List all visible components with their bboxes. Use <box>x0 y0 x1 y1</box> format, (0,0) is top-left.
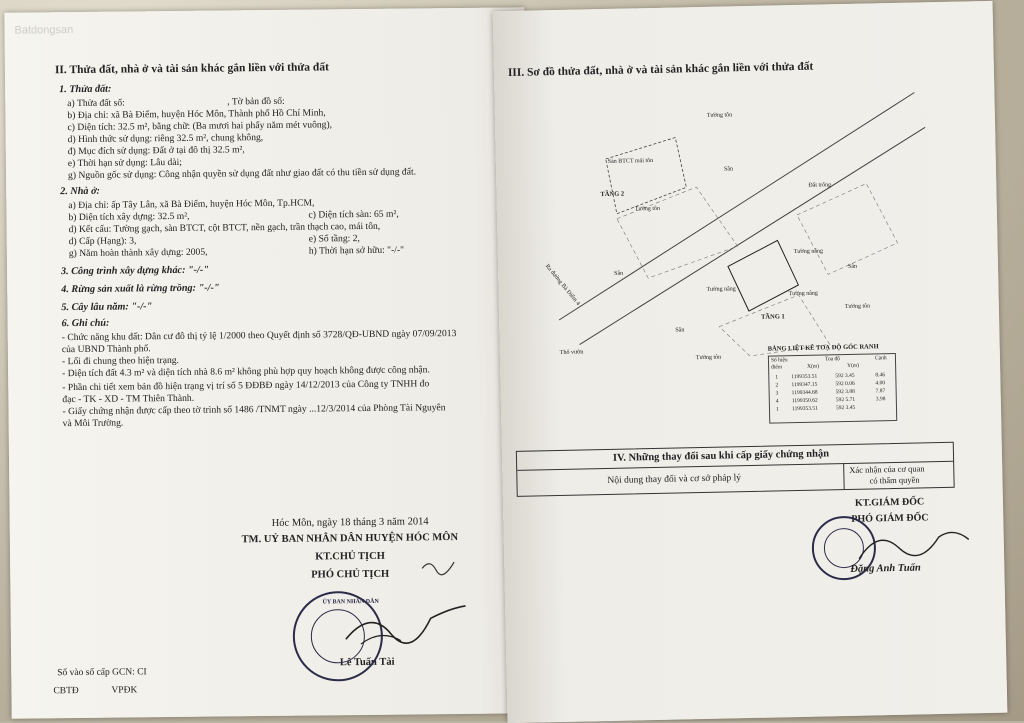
note-5: và Môi Trường. <box>62 417 124 430</box>
changes-col-content: Nội dung thay đổi và cơ sở pháp lý <box>607 473 742 487</box>
note-4b: đạc - TK - XD - TM Thiên Thành. <box>62 392 195 406</box>
land-term: e) Thời hạn sử dụng: Lâu dài; <box>67 156 182 170</box>
house-structure: d) Kết cấu: Tường gạch, sàn BTCT, cột BTCT, nền gạch, trần thạch cao, mái tôn, <box>68 220 381 236</box>
signing-org: TM. UỶ BAN NHÂN DÂN HUYỆN HÓC MÔN <box>241 532 459 546</box>
coord-table-title: BẢNG LIỆT KÊ TOẠ ĐỘ GÓC RANH <box>767 343 879 353</box>
lbl-san-4: Sân <box>675 327 685 334</box>
section-ii-title: II. Thửa đất, nhà ở và tài sản khác gắn liền với thửa đất <box>54 61 329 77</box>
coord-row: 4 1199350.62 592 5.71 3.98 <box>775 396 886 405</box>
lbl-tho-vuon: Thổ vườn <box>559 349 584 356</box>
signing-role: KT.CHỦ TỊCH <box>315 550 385 563</box>
kt-giam-doc: KT.GIÁM ĐỐC <box>854 496 925 509</box>
land-address: b) Địa chỉ: xã Bà Điểm, huyện Hóc Môn, Thành phố Hồ Chí Minh, <box>67 107 326 122</box>
land-plot: a) Thửa đất số: <box>67 97 125 110</box>
changes-col-confirm: Xác nhận của cơ quan <box>849 463 925 475</box>
land-plot-diagram <box>534 72 940 360</box>
note-4c: - Giấy chứng nhận được cấp theo tờ trình số 1486 /TNMT ngày ...12/3/2014 của Phòng Tài Nguyên <box>62 402 446 418</box>
heading-perennial: 5. Cây lâu năm: "-/-" <box>61 301 153 314</box>
left-page <box>4 7 531 718</box>
changes-table <box>516 442 955 497</box>
signing-title: PHÓ CHỦ TỊCH <box>311 568 390 581</box>
house-address: a) Địa chỉ: ấp Tây Lân, xã Bà Điểm, huyện Hóc Môn, Tp.HCM, <box>68 197 315 212</box>
pho-giam-doc: PHÓ GIÁM ĐỐC <box>851 512 929 525</box>
land-purpose: đ) Mục đích sử dụng: Đất ở tại đô thị 32.5 m², <box>67 144 245 158</box>
lbl-san-btct: Sàn BTCT mái tôn <box>607 157 654 165</box>
land-origin: g) Nguồn gốc sử dụng: Công nhận quyền sử dụng đất như giao đất có thu tiền sử dụng đất. <box>67 166 417 182</box>
watermark: Batdongsan <box>14 24 74 37</box>
heading-construction: 3. Công trình xây dựng khác: "-/-" <box>60 264 209 278</box>
signing-date: Hóc Môn, ngày 18 tháng 3 năm 2014 <box>271 516 429 529</box>
heading-forest: 4. Rừng sản xuất là rừng trồng: "-/-" <box>61 282 220 296</box>
lbl-tuong-ton-3: Tường tôn <box>844 303 871 311</box>
lbl-tuong-nang-1: Tường nâng <box>793 248 824 256</box>
right-signer-name: Đặng Anh Tuấn <box>850 562 921 575</box>
coord-row: 2 1199347.15 592 0.06 4.00 <box>775 380 886 389</box>
land-use-form: d) Hình thức sử dụng: riêng 32.5 m², chung không, <box>67 132 264 146</box>
house-floor-area: c) Diện tích sàn: 65 m², <box>308 208 399 221</box>
house-built-area: b) Diện tích xây dựng: 32.5 m², <box>68 210 190 224</box>
lbl-san-1: Sân <box>723 166 734 173</box>
signer-name: Lê Tuấn Tài <box>339 656 395 669</box>
lbl-tuong-ton-1: Tường tôn <box>634 205 661 213</box>
house-ownership-term: h) Thời hạn sở hữu: "-/-" <box>308 244 405 257</box>
lbl-san-2: Sân <box>614 270 624 277</box>
initial-scribble <box>420 556 460 580</box>
lbl-dat-trong: Đất trống <box>808 182 832 189</box>
right-page <box>493 1 1008 723</box>
gcn-register-no: Số vào sổ cấp GCN: CI <box>57 667 147 679</box>
stamp-text: ỦY BAN NHÂN DÂN <box>322 598 379 606</box>
coord-row: 1 1199353.51 592 3.45 <box>775 404 856 413</box>
note-4: - Phần chi tiết xem bản đồ hiện trạng vị trí số 5 ĐĐBĐ ngày 14/12/2013 của Công ty TNHH đo <box>62 378 430 394</box>
note-1b: của UBND Thành phố. <box>61 343 151 356</box>
lbl-tuong-nang-3: Tường nâng <box>788 290 818 298</box>
note-1: - Chức năng khu đất: Dân cư đô thị tỷ lệ 1/2000 theo Quyết định số 3728/QĐ-UBND ngày 07/09/2013 <box>61 328 457 344</box>
heading-notes: 6. Ghi chú: <box>61 317 110 330</box>
heading-house: 2. Nhà ở: <box>60 185 100 198</box>
house-year: g) Năm hoàn thành xây dựng: 2005, <box>68 246 208 260</box>
coord-header: Số hiệu Toạ độ Cạnh <box>770 355 887 364</box>
coord-row: 1 1199353.51 592 3.45 8.46 <box>775 372 885 381</box>
lbl-tuong-ton-4: Tường tôn <box>695 354 722 362</box>
coord-table <box>768 353 897 424</box>
coord-row: 3 1199344.68 592 3.88 7.87 <box>775 388 886 397</box>
cbtd-label: CBTĐ <box>53 685 79 697</box>
vpdk-label: VPĐK <box>111 685 138 696</box>
coord-subheader: điểm X(m) Y(m) <box>771 362 860 371</box>
note-2: - Lối đi chung theo hiện trạng. <box>61 354 179 368</box>
lbl-tuong-ton-2: Tường tôn <box>706 112 733 119</box>
lbl-tang2: TẦNG 2 <box>600 190 625 199</box>
lbl-road: Ra đường Bà Điểm 4 <box>543 263 581 307</box>
lbl-san-3: Sân <box>847 263 858 270</box>
house-floors: e) Số tầng: 2, <box>308 233 360 245</box>
heading-land: 1. Thửa đất: <box>59 83 112 96</box>
house-grade: d) Cấp (Hạng): 3, <box>68 235 137 248</box>
note-3: - Diện tích đất 4.3 m² và diện tích nhà 8.6 m² không phù hợp quy hoạch không được công nhận. <box>62 364 430 380</box>
signature-scribble <box>340 598 471 659</box>
lbl-tang1: TẦNG 1 <box>760 313 785 321</box>
section-iii-title: III. Sơ đồ thửa đất, nhà ở và tài sản khác gắn liền với thửa đất <box>507 60 814 80</box>
land-map-sheet: , Tờ bản đồ số: <box>227 95 285 108</box>
changes-col-confirm-b: có thẩm quyền <box>869 474 920 486</box>
lbl-tuong-nang-2: Tường nâng <box>706 286 736 293</box>
section-iv-title: IV. Những thay đổi sau khi cấp giấy chứng nhận <box>612 448 830 464</box>
land-area: c) Diện tích: 32.5 m², bằng chữ: (Ba mươi hai phẩy năm mét vuông), <box>67 119 333 134</box>
